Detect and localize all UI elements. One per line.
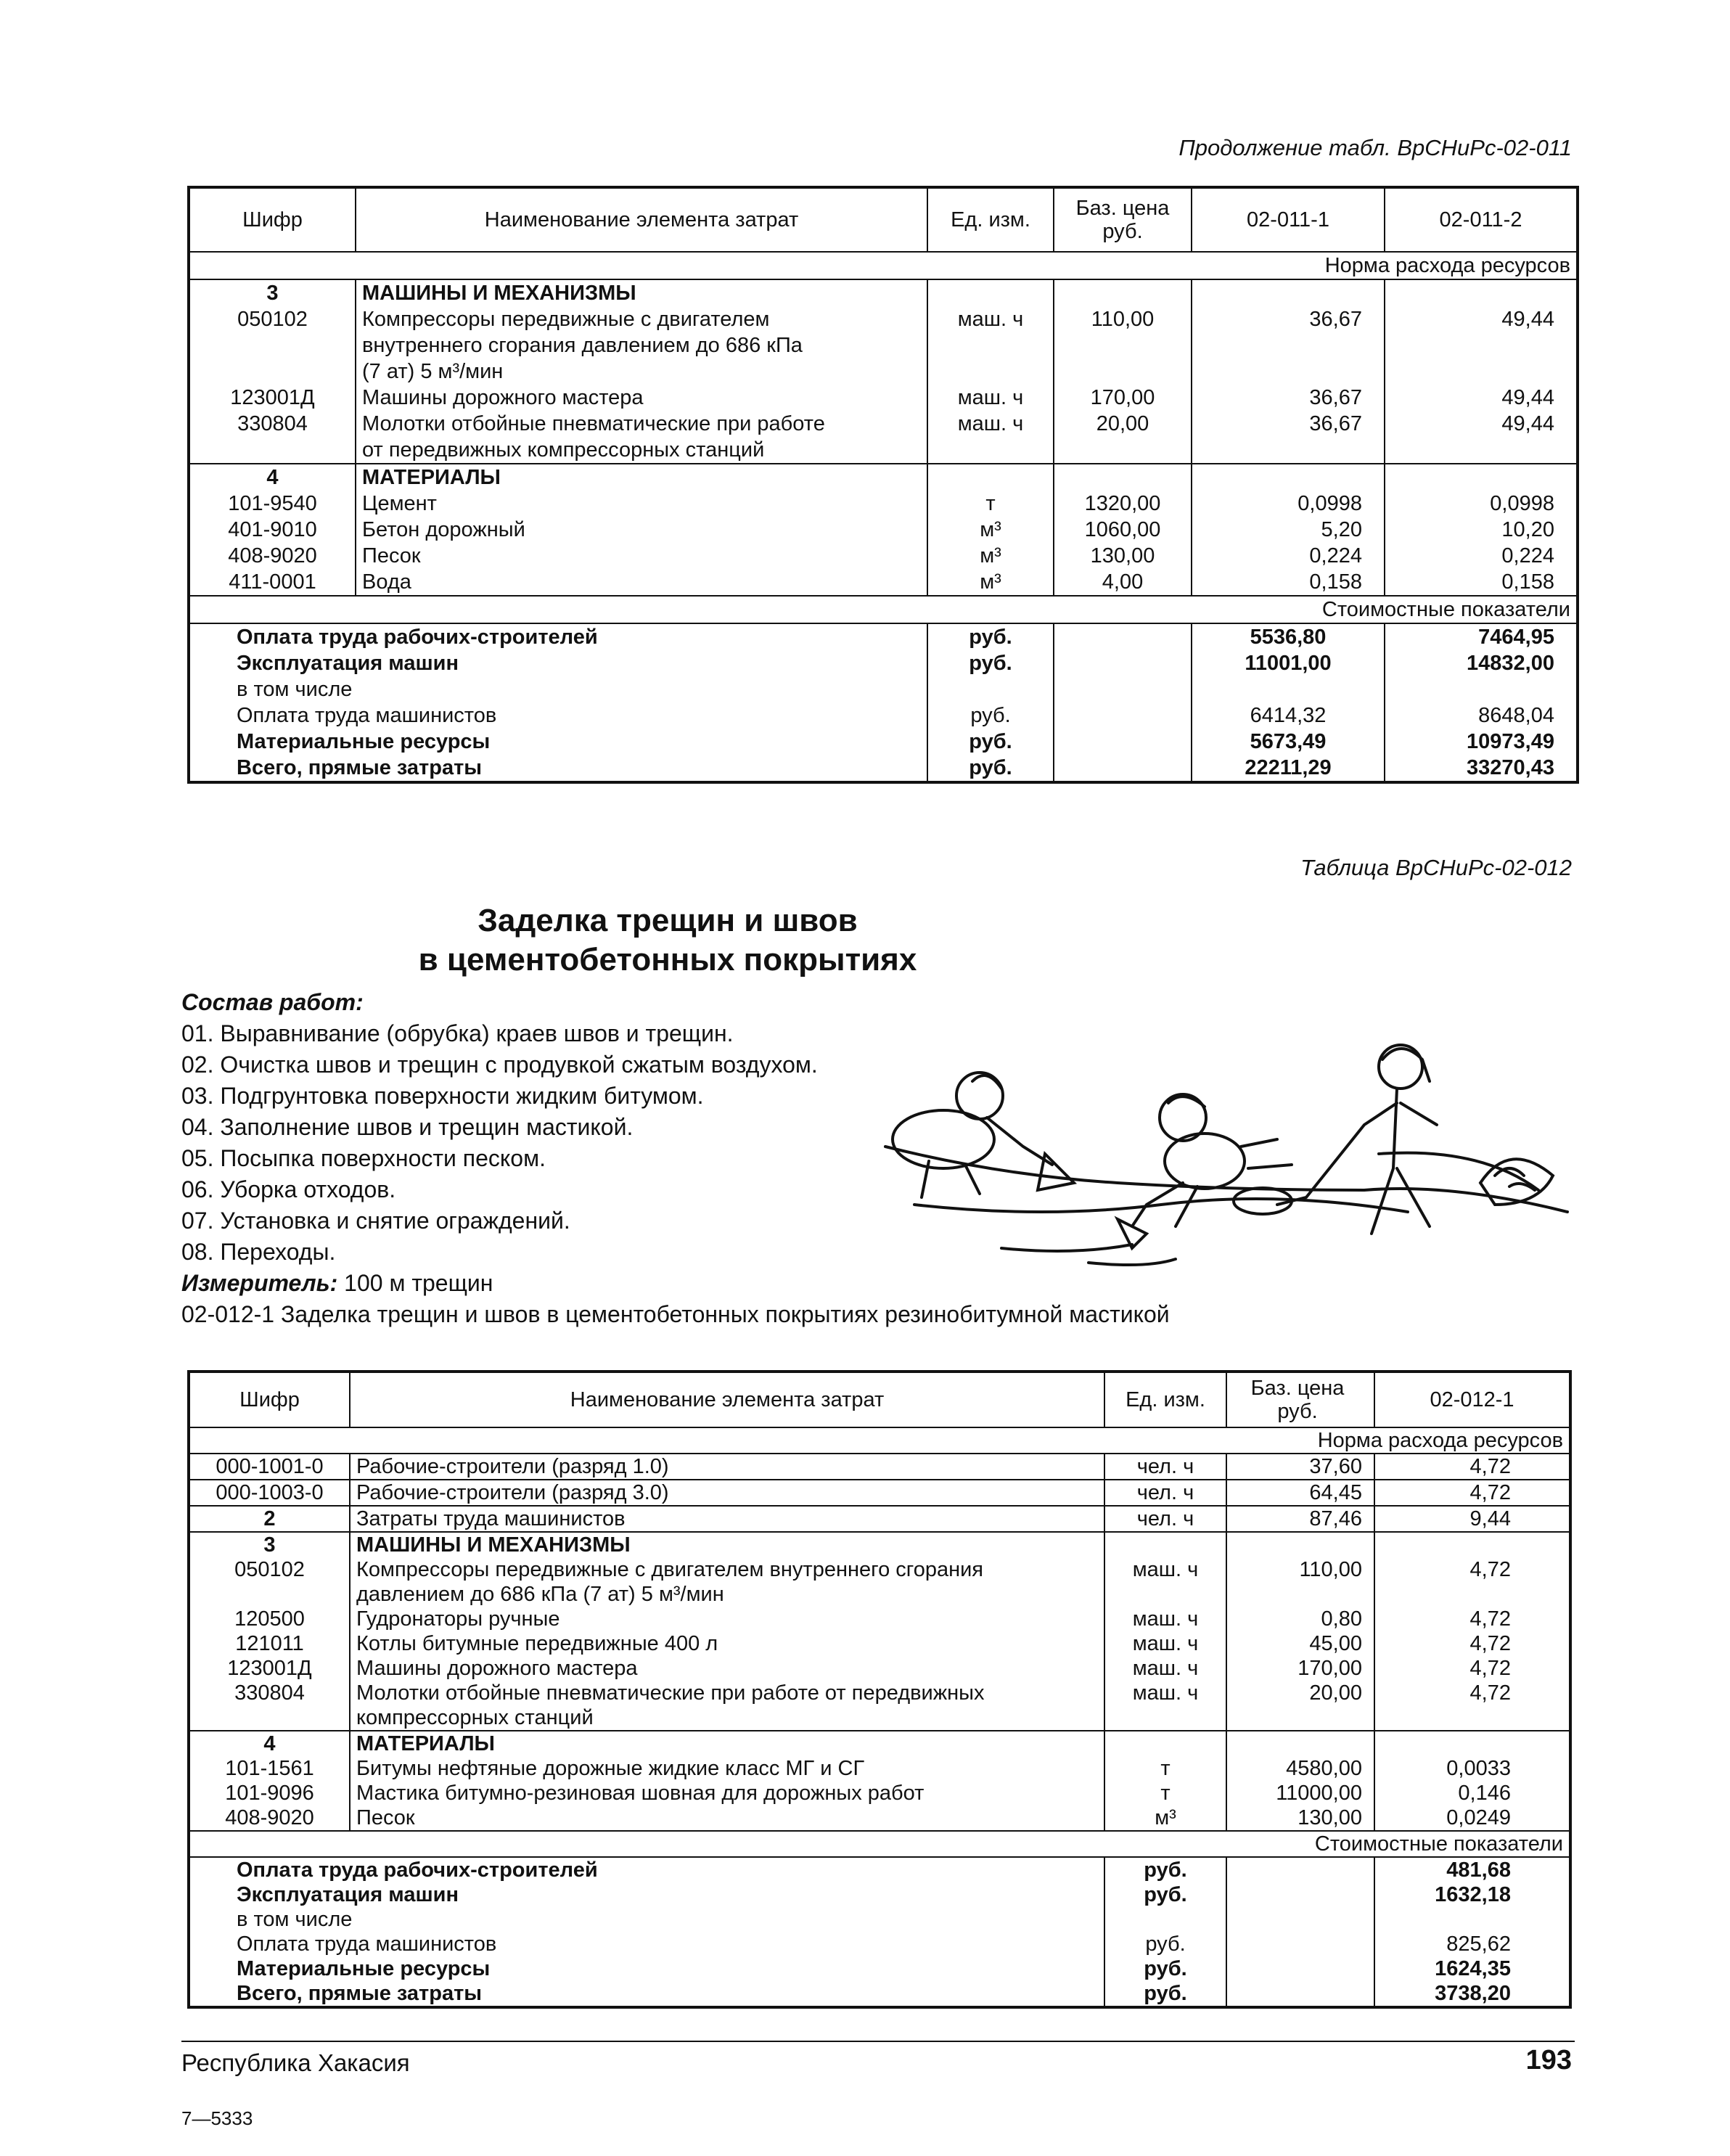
code-cell: 411-0001 bbox=[189, 569, 356, 596]
meter-value: 100 м трещин bbox=[344, 1270, 493, 1296]
table-cell bbox=[1054, 464, 1192, 491]
price-cell: 64,45 bbox=[1226, 1480, 1374, 1506]
table-cell bbox=[1192, 279, 1385, 306]
value-cell: 0,0998 bbox=[1490, 492, 1554, 515]
unit-cell: м³ bbox=[1104, 1805, 1226, 1831]
cost-name: в том числе bbox=[189, 1907, 1104, 1932]
name-cell: Рабочие-строители (разряд 1.0) bbox=[350, 1454, 1104, 1480]
value-cell: 49,44 bbox=[1501, 308, 1554, 331]
table-cell bbox=[1104, 1532, 1226, 1557]
work-item: 07. Установка и снятие ограждений. bbox=[181, 1208, 570, 1234]
section-code: 4 bbox=[189, 464, 356, 491]
section-name: МАТЕРИАЛЫ bbox=[356, 464, 927, 491]
resource-row bbox=[189, 385, 1578, 411]
table-cell bbox=[1385, 279, 1578, 306]
column-header: Ед. изм. bbox=[927, 187, 1054, 252]
value-cell: 0,146 bbox=[1458, 1782, 1511, 1805]
table-cell bbox=[1226, 1981, 1374, 2007]
table-cell bbox=[1104, 1731, 1226, 1756]
value-cell: 0,224 bbox=[1192, 543, 1385, 569]
code-cell: 000-1001-0 bbox=[189, 1454, 350, 1480]
column-header: 02-011-1 bbox=[1192, 187, 1385, 252]
code-cell: 101-1561 bbox=[189, 1756, 350, 1781]
column-header: Шифр bbox=[189, 1372, 350, 1427]
value-cell: 33270,43 bbox=[1467, 756, 1554, 779]
section-row bbox=[189, 279, 1578, 306]
cost-name: Оплата труда рабочих-строителей bbox=[189, 623, 927, 650]
resource-row bbox=[189, 1656, 1570, 1681]
resource-table-02-012 bbox=[187, 1370, 1572, 2009]
cost-row bbox=[189, 676, 1578, 702]
table-cell bbox=[1226, 1907, 1374, 1932]
title-line-1: Заделка трещин и швов bbox=[477, 903, 858, 938]
value-cell: 14832,00 bbox=[1467, 652, 1554, 675]
cell-line: давлением до 686 кПа (7 ат) 5 м³/мин bbox=[356, 1583, 724, 1606]
code-cell: 408-9020 bbox=[189, 1805, 350, 1831]
price-cell: 87,46 bbox=[1226, 1506, 1374, 1532]
cost-row bbox=[189, 1932, 1570, 1956]
value-cell: 0,224 bbox=[1501, 544, 1554, 567]
price-cell: 170,00 bbox=[1226, 1656, 1374, 1681]
cell-line: компрессорных станций bbox=[356, 1706, 594, 1729]
value-cell: 4,72 bbox=[1469, 1607, 1511, 1631]
resource-row bbox=[189, 543, 1578, 569]
unit-cell: м³ bbox=[927, 517, 1054, 543]
unit-cell: маш. ч bbox=[1104, 1656, 1226, 1681]
price-cell: 1060,00 bbox=[1054, 517, 1192, 543]
name-cell: Мастика битумно-резиновая шовная для дорожных работ bbox=[350, 1781, 1104, 1805]
unit-cell: руб. bbox=[927, 650, 1054, 676]
name-cell bbox=[350, 1631, 1104, 1656]
name-cell bbox=[356, 411, 927, 464]
resource-row bbox=[189, 411, 1578, 464]
code-cell: 123001Д bbox=[189, 385, 356, 411]
footer-rule bbox=[181, 2041, 1575, 2042]
value-cell: 0,0998 bbox=[1192, 491, 1385, 517]
name-cell bbox=[350, 1557, 1104, 1607]
resource-row bbox=[189, 491, 1578, 517]
value-cell: 10,20 bbox=[1501, 518, 1554, 541]
code-cell: 050102 bbox=[189, 1557, 350, 1607]
price-cell: 1320,00 bbox=[1054, 491, 1192, 517]
resource-row bbox=[189, 1681, 1570, 1731]
price-cell: 110,00 bbox=[1054, 306, 1192, 385]
column-header: 02-012-1 bbox=[1374, 1372, 1570, 1427]
value-cell: 4,72 bbox=[1469, 1632, 1511, 1655]
unit-cell: маш. ч bbox=[1104, 1631, 1226, 1656]
name-cell: Цемент bbox=[356, 491, 927, 517]
value-cell: 4,72 bbox=[1374, 1480, 1570, 1506]
table-continuation-caption: Продолжение табл. ВрСНиРс-02-011 bbox=[1178, 135, 1572, 160]
cost-label-row bbox=[189, 1831, 1570, 1857]
code-cell: 000-1003-0 bbox=[189, 1480, 350, 1506]
value-cell bbox=[1192, 676, 1385, 702]
column-header: 02-011-2 bbox=[1385, 187, 1578, 252]
section-title bbox=[254, 901, 1081, 980]
table-cell bbox=[1374, 1532, 1570, 1557]
page-number: 193 bbox=[1525, 2045, 1572, 2075]
table-cell bbox=[1385, 464, 1578, 491]
code-cell: 120500 bbox=[189, 1607, 350, 1631]
value-cell: 7464,95 bbox=[1478, 626, 1554, 649]
work-item: 02. Очистка швов и трещин с продувкой сжатым воздухом. bbox=[181, 1052, 818, 1078]
cost-name: Всего, прямые затраты bbox=[189, 755, 927, 782]
title-line-2: в цементобетонных покрытиях bbox=[418, 942, 917, 977]
table-cell bbox=[1226, 1857, 1374, 1882]
value-cell: 5673,49 bbox=[1192, 729, 1385, 755]
resource-row bbox=[189, 1506, 1570, 1532]
value-cell: 4,72 bbox=[1469, 1558, 1511, 1581]
column-header: Баз. цена руб. bbox=[1226, 1372, 1374, 1427]
name-cell: Бетон дорожный bbox=[356, 517, 927, 543]
value-cell: 36,67 bbox=[1192, 411, 1385, 464]
section-row bbox=[189, 1532, 1570, 1557]
unit-cell: руб. bbox=[1104, 1956, 1226, 1981]
unit-cell: маш. ч bbox=[1104, 1607, 1226, 1631]
code-cell: 401-9010 bbox=[189, 517, 356, 543]
workers-illustration bbox=[856, 1038, 1582, 1284]
name-cell bbox=[350, 1681, 1104, 1731]
value-cell: 9,44 bbox=[1374, 1506, 1570, 1532]
code-cell: 408-9020 bbox=[189, 543, 356, 569]
cell-line: от передвижных компрессорных станций bbox=[362, 438, 765, 462]
price-cell: 45,00 bbox=[1226, 1631, 1374, 1656]
norma-label: Норма расхода ресурсов bbox=[1226, 1427, 1570, 1454]
table-cell bbox=[927, 279, 1054, 306]
table-cell bbox=[1054, 623, 1192, 650]
value-cell: 8648,04 bbox=[1478, 704, 1554, 727]
value-cell: 0,158 bbox=[1192, 569, 1385, 596]
price-cell: 20,00 bbox=[1226, 1681, 1374, 1731]
unit-cell: руб. bbox=[1104, 1932, 1226, 1956]
unit-cell: маш. ч bbox=[1104, 1681, 1226, 1731]
price-cell: 170,00 bbox=[1054, 385, 1192, 411]
cost-row bbox=[189, 650, 1578, 676]
resource-row bbox=[189, 569, 1578, 596]
cost-row bbox=[189, 729, 1578, 755]
code-cell: 123001Д bbox=[189, 1656, 350, 1681]
value-cell: 6414,32 bbox=[1192, 702, 1385, 729]
name-cell: Песок bbox=[350, 1805, 1104, 1831]
code-cell: 121011 bbox=[189, 1631, 350, 1656]
cell-line: внутреннего сгорания давлением до 686 кПа bbox=[362, 334, 803, 357]
work-item: 06. Уборка отходов. bbox=[181, 1176, 396, 1202]
unit-cell: маш. ч bbox=[927, 306, 1054, 385]
variant-line: 02-012-1 Заделка трещин и швов в цементобетонных покрытиях резинобитумной мастикой bbox=[181, 1301, 1170, 1327]
table-cell bbox=[1054, 650, 1192, 676]
resource-row bbox=[189, 1781, 1570, 1805]
resource-row bbox=[189, 1756, 1570, 1781]
cost-row bbox=[189, 1907, 1570, 1932]
unit-cell: т bbox=[927, 491, 1054, 517]
print-code: 7—5333 bbox=[181, 2107, 253, 2129]
work-item: 04. Заполнение швов и трещин мастикой. bbox=[181, 1114, 634, 1140]
code-cell: 101-9096 bbox=[189, 1781, 350, 1805]
unit-cell: чел. ч bbox=[1104, 1480, 1226, 1506]
blank-cell bbox=[189, 1831, 1226, 1857]
norma-row bbox=[189, 1427, 1570, 1454]
value-cell bbox=[1374, 1907, 1570, 1932]
section-row bbox=[189, 464, 1578, 491]
price-cell: 130,00 bbox=[1226, 1805, 1374, 1831]
unit-cell bbox=[1104, 1907, 1226, 1932]
work-item: 03. Подгрунтовка поверхности жидким битумом. bbox=[181, 1083, 704, 1109]
resource-row bbox=[189, 1631, 1570, 1656]
table-cell bbox=[1226, 1932, 1374, 1956]
section-name: МАШИНЫ И МЕХАНИЗМЫ bbox=[350, 1532, 1104, 1557]
cost-label: Стоимостные показатели bbox=[1226, 1831, 1570, 1857]
table-caption: Таблица ВрСНиРс-02-012 bbox=[1300, 855, 1572, 880]
value-cell: 0,0033 bbox=[1446, 1757, 1511, 1780]
unit-cell: чел. ч bbox=[1104, 1506, 1226, 1532]
cost-row bbox=[189, 1956, 1570, 1981]
table-cell bbox=[1054, 279, 1192, 306]
work-item: 05. Посыпка поверхности песком. bbox=[181, 1145, 546, 1171]
blank-cell bbox=[189, 596, 1192, 623]
table-header-row bbox=[189, 1372, 1570, 1427]
section-row bbox=[189, 1731, 1570, 1756]
table-header-row bbox=[189, 187, 1578, 252]
unit-cell: т bbox=[1104, 1756, 1226, 1781]
unit-cell: т bbox=[1104, 1781, 1226, 1805]
price-cell: 20,00 bbox=[1054, 411, 1192, 464]
resource-row bbox=[189, 517, 1578, 543]
unit-cell: руб. bbox=[927, 755, 1054, 782]
column-header: Шифр bbox=[189, 187, 356, 252]
unit-cell: маш. ч bbox=[927, 385, 1054, 411]
blank-cell bbox=[189, 252, 1192, 279]
name-cell bbox=[356, 385, 927, 411]
price-cell: 130,00 bbox=[1054, 543, 1192, 569]
resource-row bbox=[189, 1557, 1570, 1607]
table-cell bbox=[1374, 1731, 1570, 1756]
value-cell: 5536,80 bbox=[1192, 623, 1385, 650]
value-cell: 36,67 bbox=[1192, 385, 1385, 411]
cost-name: Материальные ресурсы bbox=[189, 729, 927, 755]
unit-cell: руб. bbox=[927, 729, 1054, 755]
table-cell bbox=[1054, 729, 1192, 755]
table-cell bbox=[1192, 464, 1385, 491]
cost-row bbox=[189, 1981, 1570, 2007]
value-cell: 481,68 bbox=[1446, 1858, 1511, 1882]
cell-line: Машины дорожного мастера bbox=[356, 1657, 638, 1680]
cost-row bbox=[189, 1882, 1570, 1907]
cost-name: Оплата труда рабочих-строителей bbox=[189, 1857, 1104, 1882]
table-cell bbox=[1226, 1882, 1374, 1907]
value-cell: 49,44 bbox=[1385, 411, 1578, 464]
resource-row bbox=[189, 1805, 1570, 1831]
meter-label: Измеритель: bbox=[181, 1270, 338, 1296]
value-cell: 1624,35 bbox=[1435, 1957, 1511, 1980]
cost-name: в том числе bbox=[189, 676, 927, 702]
cost-name: Оплата труда машинистов bbox=[189, 702, 927, 729]
column-header: Ед. изм. bbox=[1104, 1372, 1226, 1427]
value-cell: 4,72 bbox=[1374, 1454, 1570, 1480]
section-name: МАШИНЫ И МЕХАНИЗМЫ bbox=[356, 279, 927, 306]
unit-cell bbox=[927, 676, 1054, 702]
unit-cell: руб. bbox=[927, 623, 1054, 650]
code-cell: 2 bbox=[189, 1506, 350, 1532]
cost-name: Оплата труда машинистов bbox=[189, 1932, 1104, 1956]
cost-row bbox=[189, 702, 1578, 729]
value-cell: 22211,29 bbox=[1192, 755, 1385, 782]
unit-cell: руб. bbox=[927, 702, 1054, 729]
value-cell: 36,67 bbox=[1192, 306, 1385, 385]
work-item: 01. Выравнивание (обрубка) краев швов и трещин. bbox=[181, 1020, 734, 1046]
cost-name: Материальные ресурсы bbox=[189, 1956, 1104, 1981]
value-cell: 49,44 bbox=[1501, 386, 1554, 409]
cell-line: Компрессоры передвижные с двигателем внутреннего сгорания bbox=[356, 1558, 983, 1581]
name-cell: Песок bbox=[356, 543, 927, 569]
section-code: 3 bbox=[189, 279, 356, 306]
value-cell: 0,0249 bbox=[1446, 1806, 1511, 1829]
value-cell bbox=[1385, 676, 1578, 702]
column-header: Наименование элемента затрат bbox=[356, 187, 927, 252]
cell-line: (7 ат) 5 м³/мин bbox=[362, 360, 504, 383]
resource-row bbox=[189, 1607, 1570, 1631]
cell-line: Котлы битумные передвижные 400 л bbox=[356, 1632, 718, 1655]
name-cell bbox=[356, 306, 927, 385]
value-cell: 11001,00 bbox=[1192, 650, 1385, 676]
code-cell: 101-9540 bbox=[189, 491, 356, 517]
value-cell: 10973,49 bbox=[1467, 730, 1554, 753]
price-cell: 4580,00 bbox=[1226, 1756, 1374, 1781]
name-cell: Рабочие-строители (разряд 3.0) bbox=[350, 1480, 1104, 1506]
unit-cell: руб. bbox=[1104, 1981, 1226, 2007]
price-cell: 11000,00 bbox=[1226, 1781, 1374, 1805]
cost-row bbox=[189, 755, 1578, 782]
unit-cell: м³ bbox=[927, 569, 1054, 596]
code-cell: 330804 bbox=[189, 411, 356, 464]
cost-name: Эксплуатация машин bbox=[189, 650, 927, 676]
resource-row bbox=[189, 1454, 1570, 1480]
name-cell: Вода bbox=[356, 569, 927, 596]
works-label: Состав работ: bbox=[181, 989, 364, 1015]
norma-row bbox=[189, 252, 1578, 279]
price-cell: 37,60 bbox=[1226, 1454, 1374, 1480]
cell-line: Машины дорожного мастера bbox=[362, 386, 644, 409]
cost-row bbox=[189, 623, 1578, 650]
blank-cell bbox=[189, 1427, 1226, 1454]
table-cell bbox=[1054, 755, 1192, 782]
value-cell: 825,62 bbox=[1446, 1932, 1511, 1956]
name-cell: Битумы нефтяные дорожные жидкие класс МГ и СГ bbox=[350, 1756, 1104, 1781]
cell-line: Гудронаторы ручные bbox=[356, 1607, 560, 1631]
resource-row bbox=[189, 1480, 1570, 1506]
cell-line: Компрессоры передвижные с двигателем bbox=[362, 308, 770, 331]
norma-label: Норма расхода ресурсов bbox=[1192, 252, 1578, 279]
unit-cell: маш. ч bbox=[1104, 1557, 1226, 1607]
value-cell: 0,158 bbox=[1501, 570, 1554, 594]
unit-cell: руб. bbox=[1104, 1882, 1226, 1907]
cost-label: Стоимостные показатели bbox=[1192, 596, 1578, 623]
name-cell: Затраты труда машинистов bbox=[350, 1506, 1104, 1532]
unit-cell: маш. ч bbox=[927, 411, 1054, 464]
table-cell bbox=[1226, 1532, 1374, 1557]
section-name: МАТЕРИАЛЫ bbox=[350, 1731, 1104, 1756]
cost-label-row bbox=[189, 596, 1578, 623]
cost-name: Эксплуатация машин bbox=[189, 1882, 1104, 1907]
resource-table-02-011 bbox=[187, 186, 1579, 784]
price-cell: 4,00 bbox=[1054, 569, 1192, 596]
table-cell bbox=[1226, 1731, 1374, 1756]
unit-cell: чел. ч bbox=[1104, 1454, 1226, 1480]
table-cell bbox=[927, 464, 1054, 491]
value-cell: 4,72 bbox=[1469, 1657, 1511, 1680]
value-cell: 4,72 bbox=[1374, 1681, 1570, 1731]
price-cell: 110,00 bbox=[1226, 1557, 1374, 1607]
unit-cell: руб. bbox=[1104, 1857, 1226, 1882]
cell-line: Молотки отбойные пневматические при работе от передвижных bbox=[356, 1681, 985, 1705]
name-cell bbox=[350, 1656, 1104, 1681]
table-cell bbox=[1054, 676, 1192, 702]
resource-row bbox=[189, 306, 1578, 385]
footer-region: Республика Хакасия bbox=[181, 2049, 410, 2076]
section-code: 3 bbox=[189, 1532, 350, 1557]
code-cell: 050102 bbox=[189, 306, 356, 385]
price-cell: 0,80 bbox=[1226, 1607, 1374, 1631]
value-cell: 3738,20 bbox=[1435, 1982, 1511, 2005]
value-cell: 5,20 bbox=[1192, 517, 1385, 543]
code-cell: 330804 bbox=[189, 1681, 350, 1731]
table-cell bbox=[1226, 1956, 1374, 1981]
section-code: 4 bbox=[189, 1731, 350, 1756]
cost-row bbox=[189, 1857, 1570, 1882]
name-cell bbox=[350, 1607, 1104, 1631]
work-item: 08. Переходы. bbox=[181, 1239, 336, 1265]
table-cell bbox=[1054, 702, 1192, 729]
column-header: Наименование элемента затрат bbox=[350, 1372, 1104, 1427]
value-cell: 1632,18 bbox=[1435, 1883, 1511, 1906]
cell-line: Молотки отбойные пневматические при работе bbox=[362, 412, 825, 435]
cost-name: Всего, прямые затраты bbox=[189, 1981, 1104, 2007]
column-header: Баз. цена руб. bbox=[1054, 187, 1192, 252]
unit-cell: м³ bbox=[927, 543, 1054, 569]
